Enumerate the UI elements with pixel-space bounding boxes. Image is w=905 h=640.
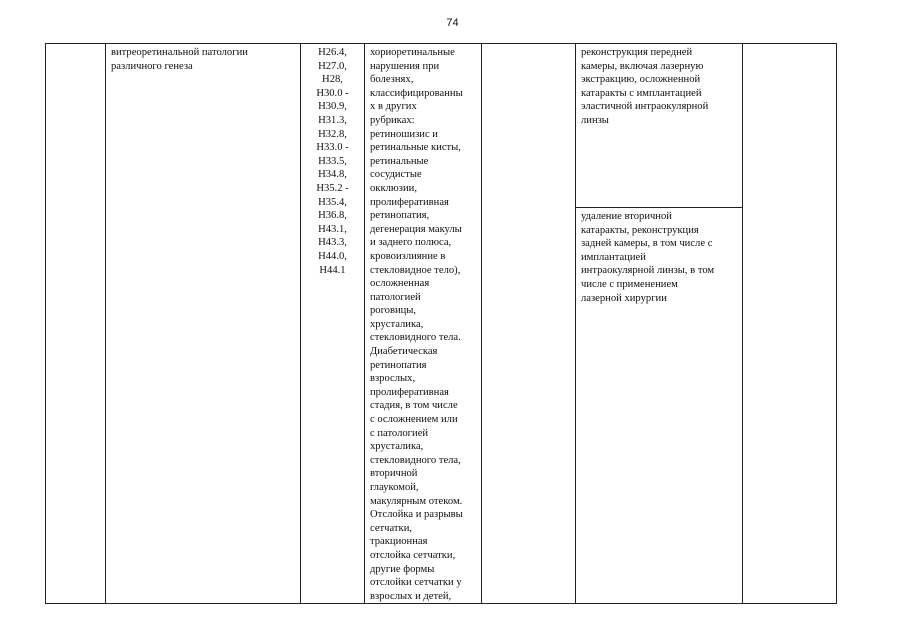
treatment-line: реконструкция передней — [581, 47, 693, 58]
treatment-line: задней камеры, в том числе с — [581, 238, 713, 250]
treatment-line: катаракты с имплантацией — [581, 87, 702, 99]
icd-code: H35.4, — [318, 196, 347, 208]
diagnosis-line: различного генеза — [111, 60, 193, 72]
description-line: хрусталика, — [370, 318, 424, 330]
description-line: с осложнением или — [370, 414, 458, 426]
description-line: Диабетическая — [370, 346, 438, 358]
treatment-top — [576, 44, 742, 208]
description-line: ретинопатия, — [370, 210, 430, 222]
description-line: взрослых и детей, — [370, 590, 452, 602]
description-line: другие формы — [370, 563, 435, 575]
description-line: и заднего полюса, — [370, 237, 452, 249]
treatment-line: камеры, включая лазерную — [581, 60, 704, 72]
table-row — [46, 44, 837, 604]
description-line: роговицы, — [370, 305, 417, 317]
description-line: пролиферативная — [370, 386, 449, 398]
icd-code: H30.9, — [318, 101, 347, 113]
treatment-line: удаление вторичной — [581, 211, 672, 222]
description-cell — [365, 44, 482, 604]
treatment-bottom — [576, 208, 742, 603]
icd-code: H44.0, — [318, 250, 347, 262]
description-line: окклюзии, — [370, 182, 417, 194]
icd-code: H43.1, — [318, 223, 347, 235]
icd-code: H30.0 - — [316, 87, 349, 99]
icd-code: H36.8, — [318, 210, 347, 222]
description-line: х в других — [370, 101, 417, 113]
empty-cell-first — [46, 44, 106, 604]
description-line: сосудистые — [370, 169, 422, 181]
description-line: стекловидное тело), — [370, 264, 461, 276]
description-line: ретинальные — [370, 155, 429, 167]
description-line: хрусталика, — [370, 441, 424, 453]
icd-code: H28, — [322, 74, 343, 86]
empty-cell-last — [743, 44, 837, 604]
description-line: сетчатки, — [370, 522, 413, 534]
description-line: вторичной — [370, 468, 418, 480]
description-line: отслойки сетчатки у — [370, 577, 462, 589]
diagnosis-line: витреоретинальной патологии — [111, 47, 248, 58]
description-line: тракционная — [370, 536, 428, 548]
description-line: дегенерация макулы — [370, 223, 462, 235]
description-line: патологией — [370, 291, 421, 303]
description-line: макулярным отеком. — [370, 495, 463, 507]
diagnosis-cell — [106, 44, 301, 604]
description-line: нарушения при — [370, 60, 440, 72]
treatment-line: эластичной интраокулярной — [581, 101, 709, 113]
description-line: осложненная — [370, 278, 430, 290]
icd-code: H32.8, — [318, 128, 347, 140]
icd-code: H34.8, — [318, 169, 347, 181]
empty-cell-middle — [482, 44, 576, 604]
page-number: 74 — [446, 17, 459, 29]
treatment-split — [576, 44, 742, 603]
description-line: стекловидного тела. — [370, 332, 461, 344]
icd-code: H43.3, — [318, 237, 347, 249]
icd-code: H31.3, — [318, 114, 347, 126]
icd-code: H35.2 - — [316, 182, 349, 194]
treatment-line: линзы — [581, 114, 609, 126]
icd-code: H33.5, — [318, 155, 347, 167]
icd-code: H33.0 - — [316, 142, 349, 154]
document-table — [45, 43, 837, 604]
description-line: глаукомой, — [370, 482, 419, 493]
treatment-line: числе с применением — [581, 278, 678, 290]
description-line: ретинальные кисты, — [370, 142, 461, 154]
description-line: взрослых, — [370, 373, 416, 385]
description-line: болезнях, — [370, 74, 414, 86]
description-line: классифицированны — [370, 87, 463, 99]
description-line: стадия, в том числе — [370, 400, 458, 412]
treatment-line: экстракцию, осложненной — [581, 74, 701, 86]
description-line: ретиношизис и — [370, 128, 438, 140]
treatment-line: лазерной хирургии — [581, 292, 667, 304]
description-line: Отслойка и разрывы — [370, 509, 463, 521]
treatment-line: интраокулярной линзы, в том — [581, 265, 715, 277]
description-line: стекловидного тела, — [370, 454, 461, 466]
icd-codes-cell — [301, 44, 365, 604]
description-line: отслойка сетчатки, — [370, 549, 456, 561]
treatment-cell — [576, 44, 743, 604]
description-line: хориоретинальные — [370, 47, 455, 58]
treatment-line: катаракты, реконструкция — [581, 224, 699, 236]
icd-code: H26.4, — [318, 47, 347, 58]
description-line: пролиферативная — [370, 196, 449, 208]
icd-code: H44.1 — [319, 264, 346, 276]
treatment-line: имплантацией — [581, 251, 646, 263]
description-line: с патологией — [370, 427, 429, 439]
description-line: кровоизлияние в — [370, 250, 446, 262]
icd-code: H27.0, — [318, 60, 347, 72]
description-line: рубриках: — [370, 114, 415, 126]
description-line: ретинопатия — [370, 359, 427, 371]
